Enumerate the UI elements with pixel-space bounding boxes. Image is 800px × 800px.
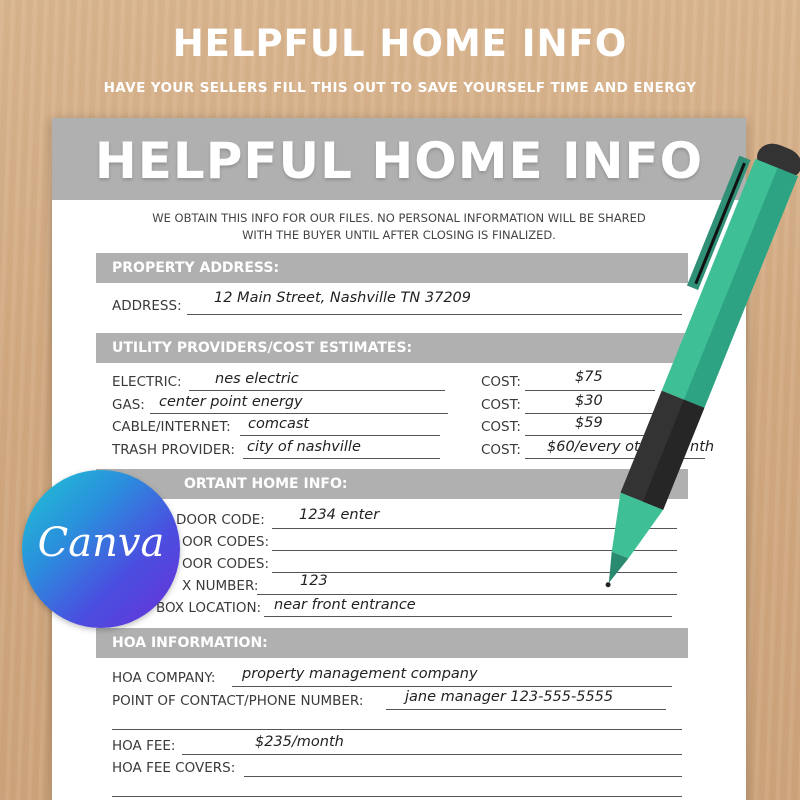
electric-line [189,390,445,391]
contact-label: POINT OF CONTACT/PHONE NUMBER: [112,693,364,709]
pen-icon [590,130,800,620]
electric-cost-value: $75 [575,369,603,385]
cable-label: CABLE/INTERNET: [112,419,231,435]
trash-value: city of nashville [247,439,361,455]
hoa-fee-line [182,754,682,755]
section-utilities: UTILITY PROVIDERS/COST ESTIMATES: [96,333,688,363]
trash-line [243,458,440,459]
sheet-title: HELPFUL HOME INFO [94,132,704,190]
hoa-company-line [232,686,672,687]
cable-cost-label: COST: [481,419,521,435]
section-property-address: PROPERTY ADDRESS: [96,253,688,283]
section-hoa: HOA INFORMATION: [96,628,688,658]
contact-line [386,709,666,710]
gas-value: center point energy [159,394,303,410]
cable-line [240,435,440,436]
trash-cost-label: COST: [481,442,521,458]
pen-tip-point [605,581,612,588]
electric-cost-label: COST: [481,374,521,390]
electric-label: ELECTRIC: [112,374,182,390]
contact-value: jane manager 123-555-5555 [405,689,614,705]
pen-tip [601,552,629,587]
gas-label: GAS: [112,397,145,413]
gas-cost-label: COST: [481,397,521,413]
address-value: 12 Main Street, Nashville TN 37209 [214,290,471,306]
hoa-fee-value: $235/month [255,734,344,750]
trash-cost-tail: nth [690,439,715,455]
notice-line-1: WE OBTAIN THIS INFO FOR OUR FILES. NO PERSONAL INFORMATION WILL BE SHARED [152,211,646,225]
trash-label: TRASH PROVIDER: [112,442,235,458]
cable-cost-value: $59 [575,415,603,431]
hoa-fee-covers-line [244,776,682,777]
electric-value: nes electric [215,371,299,387]
cable-value: comcast [248,416,310,432]
canva-logo-text: Canva [37,520,165,566]
box-number-label: X NUMBER: [182,578,259,594]
address-label: ADDRESS: [112,298,182,314]
banner-subtitle: HAVE YOUR SELLERS FILL THIS OUT TO SAVE YOURSELF TIME AND ENERGY [103,80,697,96]
gas-cost-value: $30 [575,393,603,409]
blank-line-1 [112,729,682,730]
hoa-fee-covers-label: HOA FEE COVERS: [112,760,236,776]
hoa-company-label: HOA COMPANY: [112,670,216,686]
door-code-label: DOOR CODE: [176,512,265,528]
gas-line [150,413,448,414]
blank-line-2 [112,796,682,797]
banner-title: HELPFUL HOME INFO [172,22,628,65]
box-location-label: BOX LOCATION: [156,600,262,616]
door-codes-label-2: OOR CODES: [182,556,270,572]
canva-logo [22,470,180,628]
door-codes-label-1: OOR CODES: [182,534,270,550]
notice-line-2: WITH THE BUYER UNTIL AFTER CLOSING IS FINALIZED. [242,228,556,242]
box-number-value: 123 [300,573,328,589]
hoa-fee-label: HOA FEE: [112,738,176,754]
hoa-company-value: property management company [242,666,478,682]
important-heading: ORTANT HOME INFO: [184,476,348,492]
door-code-value: 1234 enter [299,507,380,523]
trash-cost-value: $60/every ot [547,439,640,455]
box-location-value: near front entrance [274,597,416,613]
